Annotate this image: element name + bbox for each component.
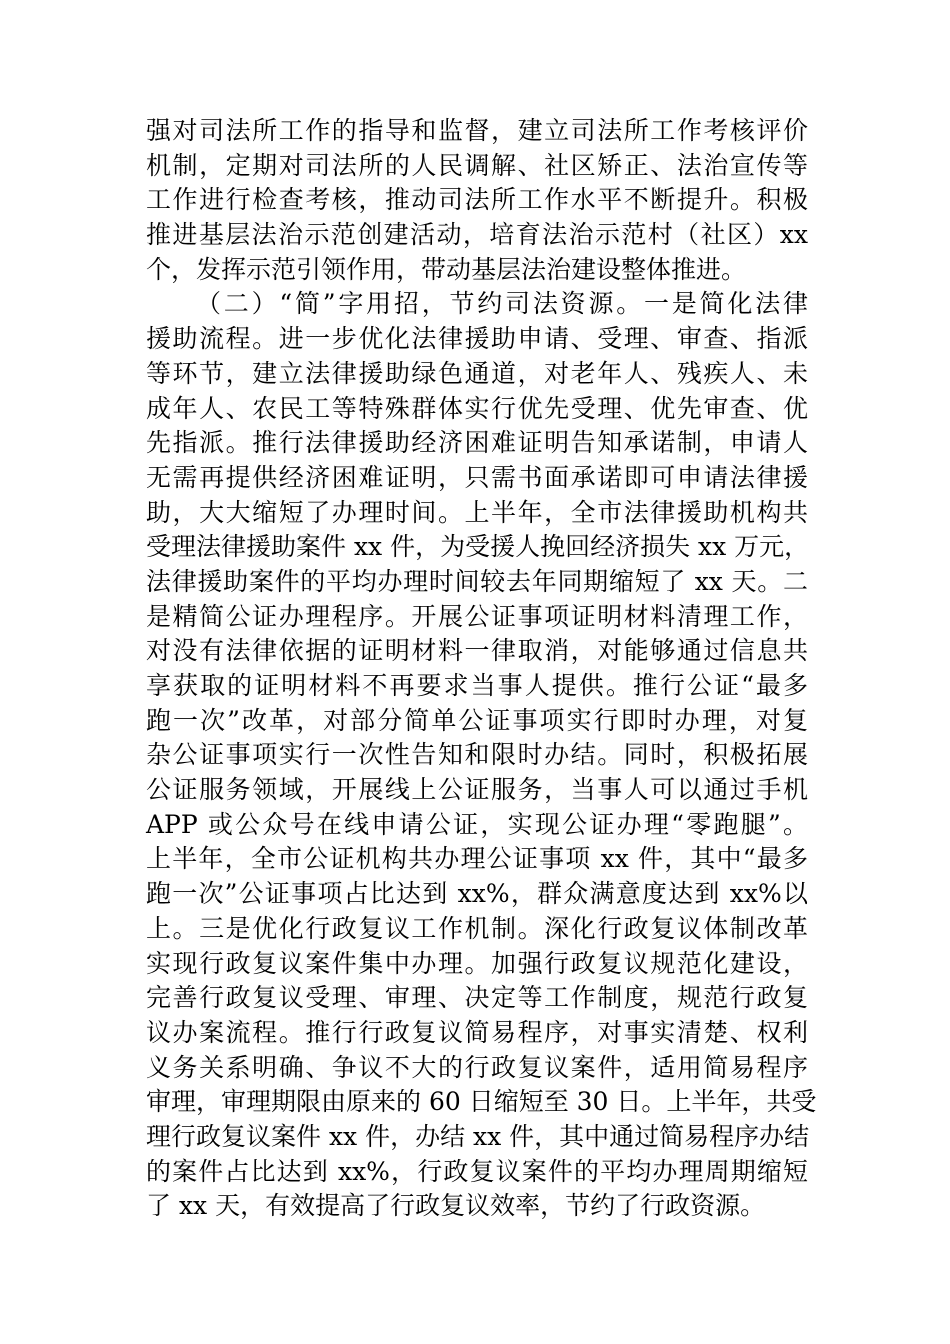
text-line: 是精简公证办理程序。开展公证事项证明材料清理工作，	[146, 601, 808, 631]
body-text	[146, 114, 817, 1224]
text-line: 了 xx 天，有效提高了行政复议效率，节约了行政资源。	[146, 1191, 766, 1221]
paragraph-first-line: （二）“简”字用招，节约司法资源。一是简化法律	[196, 289, 808, 319]
text-line: 无需再提供经济困难证明，只需书面承诺即可申请法律援	[146, 462, 808, 492]
text-line: 对没有法律依据的证明材料一律取消，对能够通过信息共	[146, 636, 808, 666]
text-line: 跑一次”公证事项占比达到 xx%，群众满意度达到 xx%以	[146, 879, 808, 909]
text-line: 实现行政复议案件集中办理。加强行政复议规范化建设，	[146, 948, 808, 978]
text-line: 先指派。推行法律援助经济困难证明告知承诺制，申请人	[146, 428, 808, 458]
text-line: 议办案流程。推行行政复议简易程序，对事实清楚、权利	[146, 1017, 808, 1047]
text-line: 援助流程。进一步优化法律援助申请、受理、审查、指派	[146, 324, 808, 354]
text-line: 受理法律援助案件 xx 件，为受援人挽回经济损失 xx 万元，	[146, 532, 810, 562]
text-line: 强对司法所工作的指导和监督，建立司法所工作考核评价	[146, 116, 808, 145]
text-line: 助，大大缩短了办理时间。上半年，全市法律援助机构共	[146, 497, 808, 527]
text-line: 杂公证事项实行一次性告知和限时办结。同时，积极拓展	[146, 740, 808, 770]
text-line: 上半年，全市公证机构共办理公证事项 xx 件，其中“最多	[146, 844, 808, 874]
text-line: 义务关系明确、争议不大的行政复议案件，适用简易程序	[146, 1052, 808, 1082]
text-line: 跑一次”改革，对部分简单公证事项实行即时办理，对复	[146, 705, 808, 735]
text-line: APP 或公众号在线申请公证，实现公证办理“零跑腿”。	[146, 809, 808, 839]
text-line: 上。三是优化行政复议工作机制。深化行政复议体制改革	[146, 913, 808, 943]
text-line: 理行政复议案件 xx 件，办结 xx 件，其中通过简易程序办结	[146, 1121, 810, 1151]
text-line: 成年人、农民工等特殊群体实行优先受理、优先审查、优	[146, 393, 808, 423]
text-line: 等环节，建立法律援助绿色通道，对老年人、残疾人、未	[146, 358, 808, 388]
text-line: 机制，定期对司法所的人民调解、社区矫正、法治宣传等	[146, 150, 808, 180]
text-line: 工作进行检查考核，推动司法所工作水平不断提升。积极	[146, 185, 808, 215]
text-line: 个，发挥示范引领作用，带动基层法治建设整体推进。	[146, 254, 747, 284]
text-line: 法律援助案件的平均办理时间较去年同期缩短了 xx 天。二	[146, 566, 808, 596]
text-line: 的案件占比达到 xx%，行政复议案件的平均办理周期缩短	[146, 1156, 808, 1186]
text-line: 推进基层法治示范创建活动，培育法治示范村（社区）xx	[146, 220, 808, 250]
text-line: 享获取的证明材料不再要求当事人提供。推行公证“最多	[146, 671, 808, 700]
text-line: 审理，审理期限由原来的 60 日缩短至 30 日。上半年，共受	[146, 1087, 817, 1117]
text-line: 公证服务领域，开展线上公证服务，当事人可以通过手机	[146, 775, 808, 805]
text-line: 完善行政复议受理、审理、决定等工作制度，规范行政复	[146, 983, 808, 1013]
